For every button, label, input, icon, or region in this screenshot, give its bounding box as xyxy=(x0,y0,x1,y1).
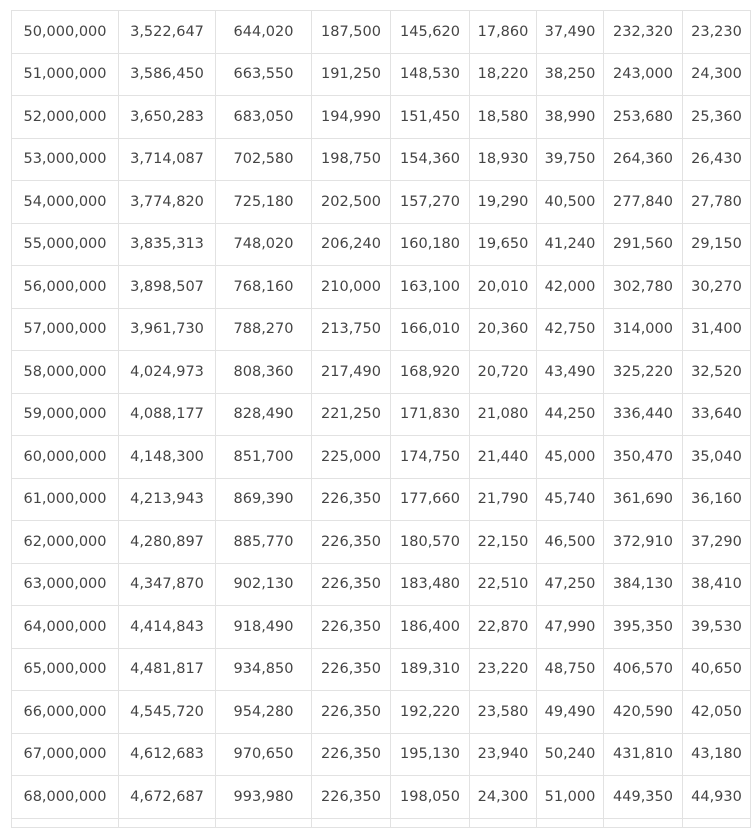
table-cell: 198,050 xyxy=(391,776,470,819)
table-cell: 46,500 xyxy=(537,521,604,564)
table-cell: 851,700 xyxy=(216,436,312,479)
table-cell: 226,350 xyxy=(312,648,391,691)
table-cell: 23,940 xyxy=(470,733,537,776)
table-cell: 166,010 xyxy=(391,308,470,351)
table-cell: 31,400 xyxy=(683,308,751,351)
table-cell: 160,180 xyxy=(391,223,470,266)
table-cell: 24,300 xyxy=(470,776,537,819)
table-cell: 243,000 xyxy=(604,53,683,96)
table-cell: 226,350 xyxy=(312,691,391,734)
table-cell xyxy=(683,818,751,827)
table-row xyxy=(12,266,751,309)
table-cell: 748,020 xyxy=(216,223,312,266)
table-cell: 4,148,300 xyxy=(119,436,216,479)
table-cell: 37,290 xyxy=(683,521,751,564)
table-cell: 325,220 xyxy=(604,351,683,394)
table-cell: 163,100 xyxy=(391,266,470,309)
table-cell: 148,530 xyxy=(391,53,470,96)
table-cell: 40,650 xyxy=(683,648,751,691)
table-cell xyxy=(604,818,683,827)
table-cell: 702,580 xyxy=(216,138,312,181)
table-cell: 52,000,000 xyxy=(12,96,119,139)
table-cell: 47,250 xyxy=(537,563,604,606)
table-cell: 20,010 xyxy=(470,266,537,309)
table-row xyxy=(12,563,751,606)
table-cell: 194,990 xyxy=(312,96,391,139)
table-row-partial xyxy=(12,818,751,827)
table-cell: 38,410 xyxy=(683,563,751,606)
table-cell: 23,230 xyxy=(683,11,751,54)
table-row xyxy=(12,648,751,691)
table-row xyxy=(12,691,751,734)
table-cell: 431,810 xyxy=(604,733,683,776)
table-cell: 48,750 xyxy=(537,648,604,691)
table-cell: 154,360 xyxy=(391,138,470,181)
table-cell: 4,280,897 xyxy=(119,521,216,564)
table-cell: 954,280 xyxy=(216,691,312,734)
table-cell xyxy=(119,818,216,827)
table-cell: 42,000 xyxy=(537,266,604,309)
table-cell: 993,980 xyxy=(216,776,312,819)
table-cell: 37,490 xyxy=(537,11,604,54)
table-row xyxy=(12,521,751,564)
table-row xyxy=(12,393,751,436)
table-cell: 828,490 xyxy=(216,393,312,436)
table-cell xyxy=(312,818,391,827)
table-cell: 145,620 xyxy=(391,11,470,54)
table-cell: 18,930 xyxy=(470,138,537,181)
table-cell: 18,220 xyxy=(470,53,537,96)
table-cell: 53,000,000 xyxy=(12,138,119,181)
table-cell: 4,213,943 xyxy=(119,478,216,521)
table-cell: 420,590 xyxy=(604,691,683,734)
table-cell: 25,360 xyxy=(683,96,751,139)
table-cell: 187,500 xyxy=(312,11,391,54)
table-cell: 206,240 xyxy=(312,223,391,266)
table-cell: 60,000,000 xyxy=(12,436,119,479)
table-cell: 4,612,683 xyxy=(119,733,216,776)
table-cell: 22,150 xyxy=(470,521,537,564)
table-cell: 226,350 xyxy=(312,478,391,521)
table-cell: 43,490 xyxy=(537,351,604,394)
table-cell: 50,240 xyxy=(537,733,604,776)
table-cell: 449,350 xyxy=(604,776,683,819)
table-cell xyxy=(216,818,312,827)
table-cell: 210,000 xyxy=(312,266,391,309)
table-cell: 21,080 xyxy=(470,393,537,436)
table-cell: 191,250 xyxy=(312,53,391,96)
table-cell: 3,586,450 xyxy=(119,53,216,96)
table-cell: 23,580 xyxy=(470,691,537,734)
table-cell: 65,000,000 xyxy=(12,648,119,691)
table-cell: 192,220 xyxy=(391,691,470,734)
table-cell: 157,270 xyxy=(391,181,470,224)
table-cell: 44,930 xyxy=(683,776,751,819)
table-cell: 64,000,000 xyxy=(12,606,119,649)
table-cell: 23,220 xyxy=(470,648,537,691)
table-row xyxy=(12,478,751,521)
table-cell: 58,000,000 xyxy=(12,351,119,394)
table-cell: 171,830 xyxy=(391,393,470,436)
table-cell: 19,290 xyxy=(470,181,537,224)
table-cell: 22,510 xyxy=(470,563,537,606)
table-cell: 202,500 xyxy=(312,181,391,224)
table-row xyxy=(12,181,751,224)
table-cell: 38,990 xyxy=(537,96,604,139)
table-cell: 226,350 xyxy=(312,606,391,649)
table-cell: 45,000 xyxy=(537,436,604,479)
table-cell: 3,522,647 xyxy=(119,11,216,54)
table-cell: 4,024,973 xyxy=(119,351,216,394)
table-cell: 725,180 xyxy=(216,181,312,224)
table-row xyxy=(12,733,751,776)
table-cell: 232,320 xyxy=(604,11,683,54)
table-cell: 4,347,870 xyxy=(119,563,216,606)
table-cell: 57,000,000 xyxy=(12,308,119,351)
table-cell: 33,640 xyxy=(683,393,751,436)
table-cell: 644,020 xyxy=(216,11,312,54)
table-cell: 26,430 xyxy=(683,138,751,181)
table-cell: 918,490 xyxy=(216,606,312,649)
table-cell: 49,490 xyxy=(537,691,604,734)
table-cell: 42,750 xyxy=(537,308,604,351)
table-cell: 264,360 xyxy=(604,138,683,181)
table-cell: 40,500 xyxy=(537,181,604,224)
table-cell: 21,440 xyxy=(470,436,537,479)
table-row xyxy=(12,436,751,479)
table-cell: 56,000,000 xyxy=(12,266,119,309)
table-cell: 217,490 xyxy=(312,351,391,394)
table-row xyxy=(12,308,751,351)
table-cell: 59,000,000 xyxy=(12,393,119,436)
table-cell: 20,720 xyxy=(470,351,537,394)
table-cell: 35,040 xyxy=(683,436,751,479)
table-cell: 934,850 xyxy=(216,648,312,691)
table-cell: 183,480 xyxy=(391,563,470,606)
table-cell xyxy=(391,818,470,827)
table-cell: 198,750 xyxy=(312,138,391,181)
table-cell: 39,530 xyxy=(683,606,751,649)
table-cell: 186,400 xyxy=(391,606,470,649)
table-cell: 67,000,000 xyxy=(12,733,119,776)
table-cell: 768,160 xyxy=(216,266,312,309)
table-cell: 226,350 xyxy=(312,521,391,564)
table-cell: 221,250 xyxy=(312,393,391,436)
salary-table-container xyxy=(11,10,756,828)
table-cell: 19,650 xyxy=(470,223,537,266)
table-cell: 32,520 xyxy=(683,351,751,394)
table-cell xyxy=(537,818,604,827)
table-cell: 350,470 xyxy=(604,436,683,479)
table-cell: 3,898,507 xyxy=(119,266,216,309)
table-cell: 3,961,730 xyxy=(119,308,216,351)
table-cell: 291,560 xyxy=(604,223,683,266)
table-cell: 808,360 xyxy=(216,351,312,394)
table-cell: 47,990 xyxy=(537,606,604,649)
table-row xyxy=(12,53,751,96)
table-cell xyxy=(12,818,119,827)
table-cell: 226,350 xyxy=(312,563,391,606)
table-cell: 55,000,000 xyxy=(12,223,119,266)
table-cell: 4,672,687 xyxy=(119,776,216,819)
table-cell: 18,580 xyxy=(470,96,537,139)
table-cell: 314,000 xyxy=(604,308,683,351)
table-row xyxy=(12,138,751,181)
table-cell: 3,835,313 xyxy=(119,223,216,266)
table-cell: 372,910 xyxy=(604,521,683,564)
table-cell: 3,774,820 xyxy=(119,181,216,224)
table-cell: 253,680 xyxy=(604,96,683,139)
table-cell: 45,740 xyxy=(537,478,604,521)
table-cell: 361,690 xyxy=(604,478,683,521)
table-cell: 24,300 xyxy=(683,53,751,96)
table-cell: 885,770 xyxy=(216,521,312,564)
table-cell: 168,920 xyxy=(391,351,470,394)
table-cell: 39,750 xyxy=(537,138,604,181)
table-cell: 189,310 xyxy=(391,648,470,691)
table-row xyxy=(12,223,751,266)
table-cell: 3,714,087 xyxy=(119,138,216,181)
table-cell: 4,088,177 xyxy=(119,393,216,436)
table-cell: 225,000 xyxy=(312,436,391,479)
table-cell: 29,150 xyxy=(683,223,751,266)
table-cell: 54,000,000 xyxy=(12,181,119,224)
table-cell: 788,270 xyxy=(216,308,312,351)
table-cell: 195,130 xyxy=(391,733,470,776)
table-cell: 63,000,000 xyxy=(12,563,119,606)
table-cell: 66,000,000 xyxy=(12,691,119,734)
table-cell: 406,570 xyxy=(604,648,683,691)
table-cell: 180,570 xyxy=(391,521,470,564)
table-cell: 44,250 xyxy=(537,393,604,436)
table-cell: 43,180 xyxy=(683,733,751,776)
table-cell: 21,790 xyxy=(470,478,537,521)
table-cell: 174,750 xyxy=(391,436,470,479)
table-cell: 395,350 xyxy=(604,606,683,649)
table-cell: 869,390 xyxy=(216,478,312,521)
table-cell: 50,000,000 xyxy=(12,11,119,54)
table-row xyxy=(12,96,751,139)
table-cell: 27,780 xyxy=(683,181,751,224)
table-cell: 151,450 xyxy=(391,96,470,139)
table-cell: 902,130 xyxy=(216,563,312,606)
table-cell: 683,050 xyxy=(216,96,312,139)
table-cell: 38,250 xyxy=(537,53,604,96)
table-cell: 68,000,000 xyxy=(12,776,119,819)
table-cell: 226,350 xyxy=(312,776,391,819)
table-cell: 970,650 xyxy=(216,733,312,776)
table-cell: 4,545,720 xyxy=(119,691,216,734)
table-cell: 277,840 xyxy=(604,181,683,224)
table-row xyxy=(12,606,751,649)
table-cell: 663,550 xyxy=(216,53,312,96)
salary-deduction-table xyxy=(11,10,751,828)
table-row xyxy=(12,776,751,819)
table-cell xyxy=(470,818,537,827)
table-cell: 22,870 xyxy=(470,606,537,649)
table-cell: 17,860 xyxy=(470,11,537,54)
table-cell: 213,750 xyxy=(312,308,391,351)
table-cell: 4,414,843 xyxy=(119,606,216,649)
table-cell: 177,660 xyxy=(391,478,470,521)
table-cell: 51,000,000 xyxy=(12,53,119,96)
table-cell: 61,000,000 xyxy=(12,478,119,521)
table-cell: 30,270 xyxy=(683,266,751,309)
table-row xyxy=(12,11,751,54)
table-row xyxy=(12,351,751,394)
table-cell: 384,130 xyxy=(604,563,683,606)
table-cell: 41,240 xyxy=(537,223,604,266)
table-cell: 51,000 xyxy=(537,776,604,819)
table-cell: 42,050 xyxy=(683,691,751,734)
table-cell: 62,000,000 xyxy=(12,521,119,564)
table-cell: 3,650,283 xyxy=(119,96,216,139)
table-cell: 4,481,817 xyxy=(119,648,216,691)
table-cell: 336,440 xyxy=(604,393,683,436)
table-body xyxy=(12,11,751,828)
table-cell: 20,360 xyxy=(470,308,537,351)
table-cell: 36,160 xyxy=(683,478,751,521)
table-cell: 302,780 xyxy=(604,266,683,309)
table-cell: 226,350 xyxy=(312,733,391,776)
